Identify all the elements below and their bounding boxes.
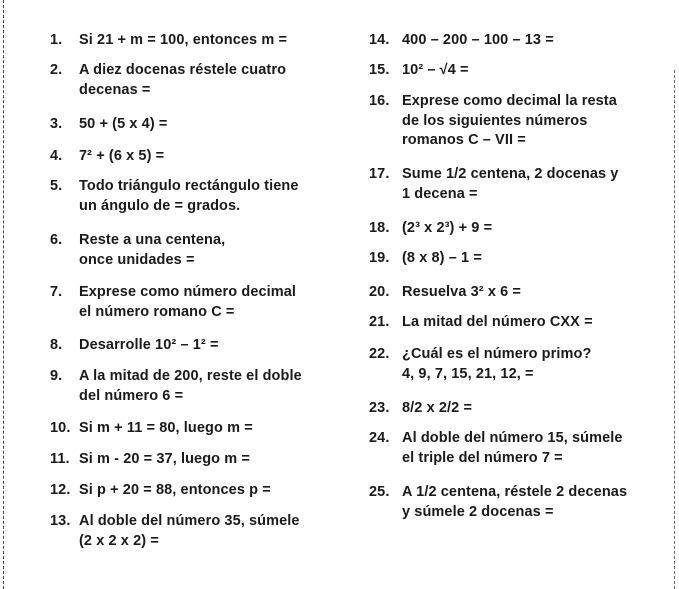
exercise-line: del número 6 = bbox=[79, 387, 184, 404]
exercise-line: La mitad del número CXX = bbox=[402, 314, 593, 330]
exercise-number: 14. bbox=[369, 32, 390, 48]
exercise-number: 11. bbox=[50, 451, 70, 467]
exercise-line: (2 x 2 x 2) = bbox=[79, 532, 159, 549]
exercise-number: 13. bbox=[50, 513, 71, 529]
exercise-line: un ángulo de = grados. bbox=[79, 197, 241, 214]
exercise-text bbox=[79, 367, 302, 406]
exercise-number: 7. bbox=[50, 284, 63, 300]
exercise-text bbox=[402, 165, 618, 204]
exercise-number: 22. bbox=[369, 346, 390, 362]
exercise-line: Al doble del número 35, súmele bbox=[79, 513, 300, 529]
exercise-line: 400 – 200 – 100 – 13 = bbox=[402, 32, 554, 48]
exercise-number: 23. bbox=[369, 400, 390, 416]
exercise-number: 8. bbox=[50, 337, 63, 353]
exercise-number: 1. bbox=[50, 32, 63, 48]
exercise-text bbox=[402, 31, 554, 51]
exercise-line: decenas = bbox=[79, 81, 151, 98]
exercise-line: y súmele 2 docenas = bbox=[402, 503, 554, 520]
exercise-text bbox=[79, 177, 299, 216]
exercise-text bbox=[402, 249, 482, 269]
exercise-line: A la mitad de 200, reste el doble bbox=[79, 368, 302, 384]
exercise-number: 20. bbox=[369, 284, 390, 300]
exercise-text bbox=[79, 147, 164, 167]
exercise-number: 25. bbox=[369, 484, 390, 500]
exercise-number: 4. bbox=[50, 148, 63, 164]
exercise-text bbox=[402, 92, 617, 151]
exercise-text bbox=[79, 512, 300, 551]
exercise-number: 5. bbox=[50, 178, 63, 194]
exercise-line: Exprese como número decimal bbox=[79, 284, 297, 300]
exercise-line: Sume 1/2 centena, 2 docenas y bbox=[402, 166, 619, 182]
page-edge-line bbox=[674, 70, 675, 589]
exercise-number: 21. bbox=[369, 314, 390, 330]
exercise-line: Al doble del número 15, súmele bbox=[402, 430, 623, 446]
exercise-line: Resuelva 3² x 6 = bbox=[402, 284, 521, 300]
exercise-line: 1 decena = bbox=[402, 185, 478, 202]
exercise-text bbox=[402, 219, 492, 239]
exercise-number: 10. bbox=[50, 420, 71, 436]
exercise-line: Si m + 11 = 80, luego m = bbox=[79, 420, 253, 436]
exercise-line: 7² + (6 x 5) = bbox=[79, 148, 165, 164]
exercise-line: el número romano C = bbox=[79, 303, 235, 320]
exercise-text bbox=[402, 283, 521, 303]
exercise-number: 3. bbox=[50, 116, 63, 132]
exercise-text bbox=[79, 283, 296, 322]
exercise-text bbox=[79, 31, 287, 51]
exercise-text bbox=[79, 450, 250, 470]
exercise-line: ¿Cuál es el número primo? bbox=[402, 346, 592, 362]
exercise-number: 16. bbox=[369, 93, 390, 109]
exercise-text bbox=[79, 115, 167, 135]
dashed-cut-line bbox=[3, 0, 4, 589]
exercise-text bbox=[402, 345, 591, 384]
exercise-number: 2. bbox=[50, 62, 63, 78]
exercise-text bbox=[79, 336, 219, 356]
exercise-text bbox=[79, 419, 253, 439]
exercise-line: Todo triángulo rectángulo tiene bbox=[79, 178, 299, 194]
exercise-line: romanos C – VII = bbox=[402, 132, 526, 148]
exercise-line: 50 + (5 x 4) = bbox=[79, 116, 168, 132]
exercise-line: A diez docenas réstele cuatro bbox=[79, 62, 287, 78]
exercise-line: Si p + 20 = 88, entonces p = bbox=[79, 482, 271, 498]
exercise-text bbox=[402, 313, 593, 333]
exercise-line: Exprese como decimal la resta bbox=[402, 93, 617, 109]
exercise-text bbox=[79, 481, 271, 501]
exercise-text bbox=[402, 429, 623, 468]
exercise-text bbox=[79, 61, 286, 100]
exercise-line: 10² – √4 = bbox=[402, 62, 469, 78]
exercise-line: Reste a una centena, bbox=[79, 232, 226, 248]
exercise-number: 18. bbox=[369, 220, 390, 236]
exercise-number: 6. bbox=[50, 232, 63, 248]
exercise-line: Si 21 + m = 100, entonces m = bbox=[79, 32, 288, 48]
exercise-line: (8 x 8) – 1 = bbox=[402, 250, 482, 266]
exercise-text bbox=[402, 399, 472, 419]
exercise-line: (2³ x 2³) + 9 = bbox=[402, 220, 493, 236]
exercise-number: 12. bbox=[50, 482, 71, 498]
exercise-line: el triple del número 7 = bbox=[402, 449, 563, 466]
exercise-text bbox=[402, 61, 469, 81]
exercise-number: 17. bbox=[369, 166, 390, 182]
exercise-number: 24. bbox=[369, 430, 390, 446]
exercise-line: Desarrolle 10² – 1² = bbox=[79, 337, 219, 353]
exercise-number: 19. bbox=[369, 250, 390, 266]
exercise-number: 15. bbox=[369, 62, 390, 78]
exercise-text bbox=[79, 231, 225, 270]
exercise-line: Si m - 20 = 37, luego m = bbox=[79, 451, 250, 467]
exercise-line: once unidades = bbox=[79, 251, 195, 268]
exercise-text bbox=[402, 483, 627, 522]
exercise-line: 8/2 x 2/2 = bbox=[402, 400, 473, 416]
exercise-number: 9. bbox=[50, 368, 63, 384]
exercise-line: A 1/2 centena, réstele 2 decenas bbox=[402, 484, 628, 500]
exercise-line: 4, 9, 7, 15, 21, 12, = bbox=[402, 365, 534, 382]
exercise-line: de los siguientes números bbox=[402, 112, 588, 129]
